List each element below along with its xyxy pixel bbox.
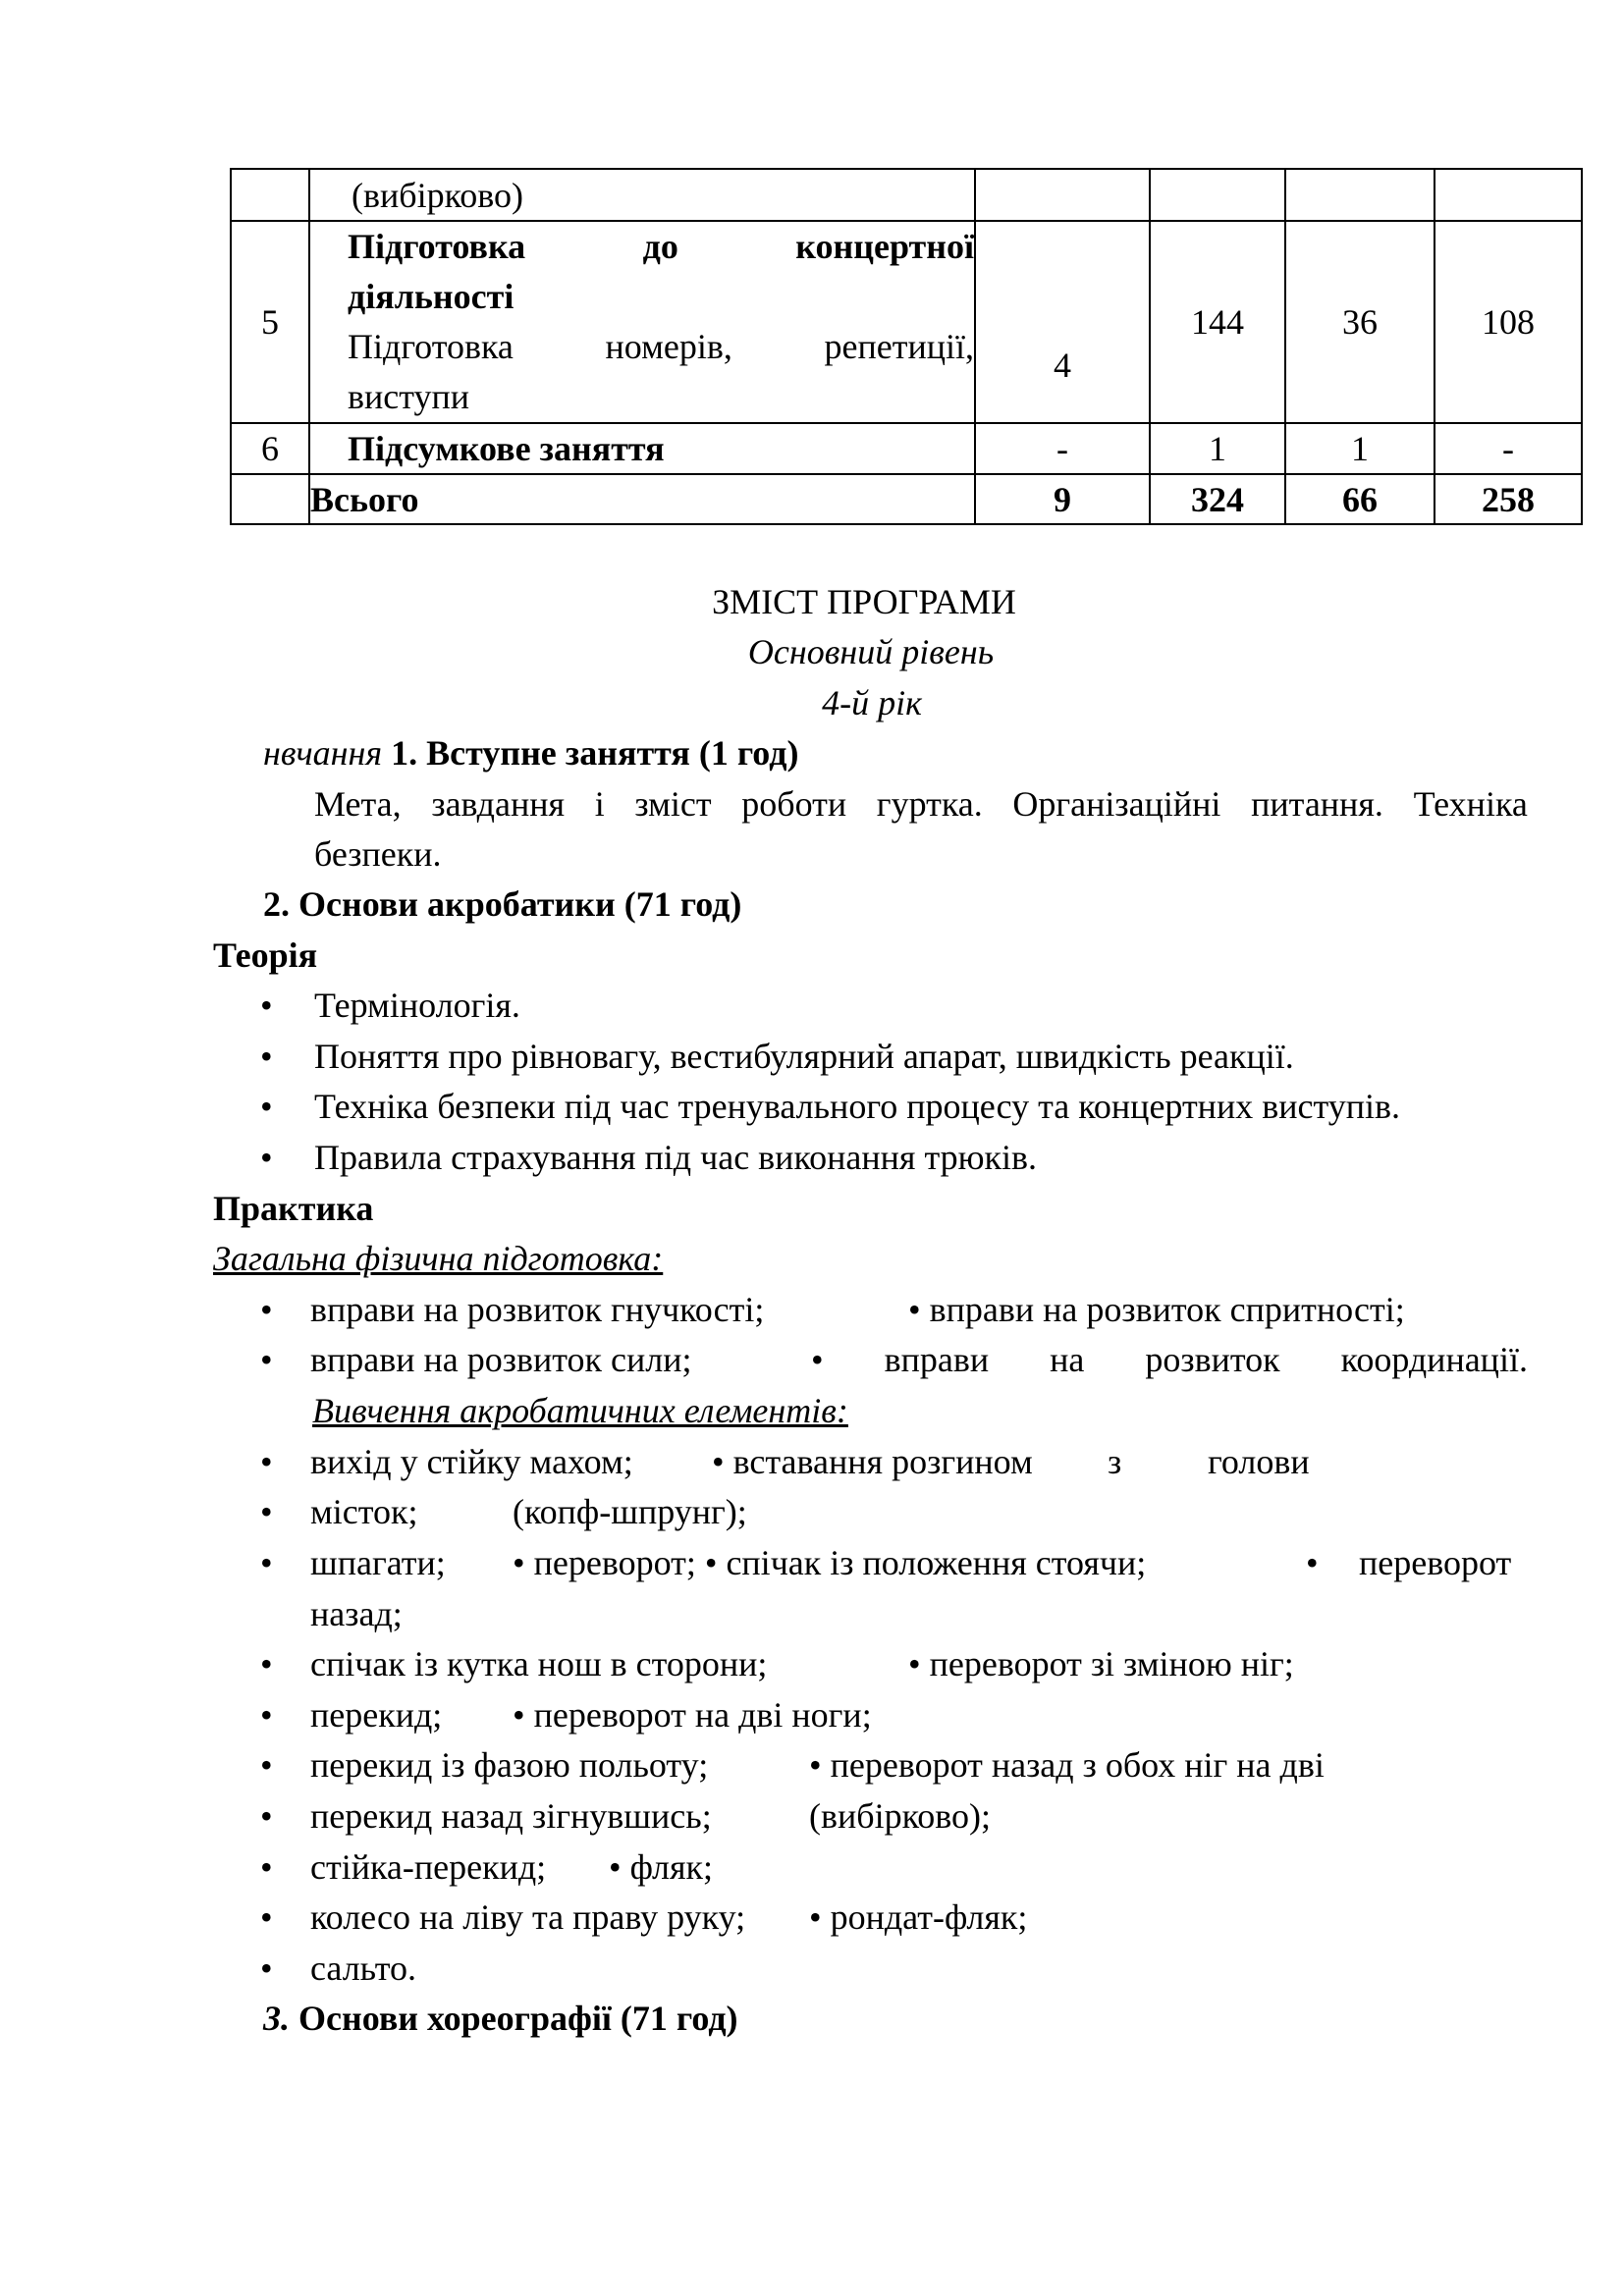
section-3-number: 3. [263,1999,290,2038]
level-subtitle: Основний рівень [747,632,995,671]
bullet-icon: • [260,1340,273,1379]
list-item: • переворот зі зміною ніг; [908,1644,1294,1683]
total-label-cell [309,474,975,524]
theory-cell: 36 [1285,221,1435,423]
hours-cell: 324 [1150,474,1285,524]
list-item: • [1306,1543,1319,1582]
practice-label: Практика [213,1189,374,1228]
bullet-icon: • [260,1796,273,1836]
list-item: з [1108,1442,1122,1481]
section-1-text: Мета, завдання і зміст роботи гуртка. Організаційні питання. Техніка [314,784,1528,824]
section-1-heading [263,735,798,771]
list-item: (копф-шпрунг); [513,1492,747,1531]
list-item: • переворот на дві ноги; [513,1695,872,1735]
bullet-icon: • [260,1847,273,1887]
practice-cell: - [1435,423,1582,474]
list-item: перекид; [310,1695,443,1735]
list-item: місток; [310,1492,418,1531]
table-row [231,169,1582,221]
list-item: перекид назад зігнувшись; [310,1796,712,1836]
bullet-icon: • [260,1897,273,1937]
table-total-row [231,474,1582,524]
section-3-title [263,2001,738,2036]
bullet-icon: • [260,1644,273,1683]
total-cell: - [975,423,1150,474]
theory-cell: 1 [1285,423,1435,474]
topic-cell [309,169,975,221]
list-item-cont: назад; [310,1594,403,1633]
theory-cell [1285,169,1435,221]
list-item: • переворот; • спічак із положення стоячи; [513,1543,1147,1582]
study-word: нвчання [263,733,383,773]
list-item: Правила страхування під час виконання трюків. [314,1138,1037,1177]
list-item: • вправи на розвиток спритності; [908,1290,1405,1329]
list-item: переворот [1359,1543,1512,1582]
list-item: • рондат-фляк; [809,1897,1028,1937]
bullet-icon: • [260,1290,273,1329]
list-item: стійка-перекид; [310,1847,547,1887]
practice-cell [1435,169,1582,221]
theory-label: Теорія [213,935,318,975]
bullet-icon: • [260,1087,273,1126]
practice-cell: 108 [1435,221,1582,423]
list-item: Техніка безпеки під час тренувального процесу та концертних виступів. [314,1087,1400,1126]
list-item: сальто. [310,1949,416,1988]
topic-title: Підготовка до концертної [348,227,974,266]
bullet-icon: • [260,1695,273,1735]
bullet-icon: • [260,986,273,1025]
topic-text: (вибірково) [352,175,523,215]
row-number: 5 [231,221,309,423]
program-heading: ЗМІСТ ПРОГРАМИ [712,582,1016,621]
list-item: вихід у стійку махом; [310,1442,633,1481]
list-item: колесо на ліву та праву руку; [310,1897,746,1937]
theory-cell: 66 [1285,474,1435,524]
section-3-text: Основи хореографії (71 год) [298,1999,738,2038]
row-number: 6 [231,423,309,474]
total-cell: 4 [975,221,1150,423]
topic-cell [309,423,975,474]
total-cell [975,169,1150,221]
practice-cell: 258 [1435,474,1582,524]
total-cell: 9 [975,474,1150,524]
topic-description: Підготовка номерів, репетиції, [348,327,974,366]
table-row [231,221,1582,423]
total-label: Всього [310,479,419,519]
section-1-title: 1. Вступне заняття (1 год) [391,733,799,773]
acrobatic-elements-label: Вивчення акробатичних елементів: [312,1391,848,1430]
list-item: • вставання розгином [712,1442,1033,1481]
bullet-icon: • [260,1037,273,1076]
list-item: • переворот назад з обох ніг на дві [809,1745,1325,1785]
list-item: Термінологія. [314,986,520,1025]
list-item: • вправи на розвиток координації. [811,1340,1528,1379]
list-item: голови [1208,1442,1310,1481]
section-2-title: 2. Основи акробатики (71 год) [263,884,742,924]
list-item: шпагати; [310,1543,446,1582]
bullet-icon: • [260,1442,273,1481]
bullet-icon: • [260,1745,273,1785]
bullet-icon: • [260,1492,273,1531]
topic-cell [309,221,975,423]
bullet-icon: • [260,1949,273,1988]
list-item: (вибірково); [809,1796,991,1836]
program-table [230,168,1583,525]
topic-title-cont: діяльності [348,277,514,316]
topic-text: Підсумкове заняття [348,429,665,468]
hours-cell: 144 [1150,221,1285,423]
list-item: вправи на розвиток сили; [310,1340,692,1379]
list-item: • фляк; [609,1847,714,1887]
list-item: вправи на розвиток гнучкості; [310,1290,765,1329]
bullet-icon: • [260,1543,273,1582]
hours-cell [1150,169,1285,221]
topic-description-cont: виступи [348,377,470,416]
year-subtitle: 4-й рік [822,683,922,722]
bullet-icon: • [260,1138,273,1177]
list-item: спічак із кутка нош в сторони; [310,1644,768,1683]
table-row [231,423,1582,474]
section-1-text-cont: безпеки. [314,834,442,874]
hours-cell: 1 [1150,423,1285,474]
list-item: Поняття про рівновагу, вестибулярний апарат, швидкість реакції. [314,1037,1294,1076]
list-item: перекид із фазою польоту; [310,1745,709,1785]
general-training-label: Загальна фізична підготовка: [213,1239,664,1278]
row-number [231,169,309,221]
